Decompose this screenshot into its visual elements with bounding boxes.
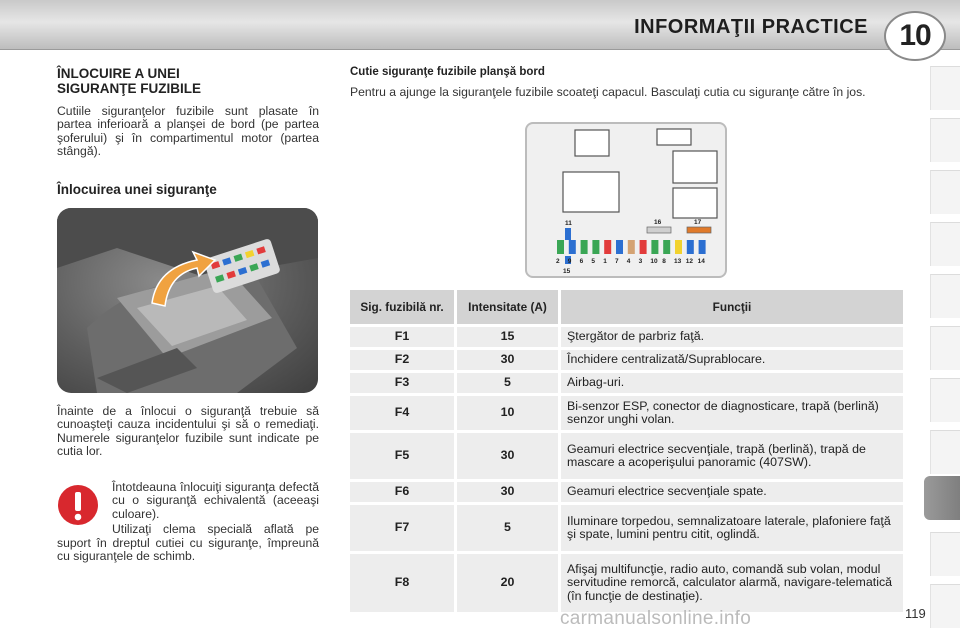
fuse-number-label: 4 <box>626 258 631 265</box>
table-row <box>350 327 903 347</box>
fusebox-schematic <box>527 124 725 276</box>
side-tab[interactable] <box>930 66 960 110</box>
table-row <box>350 482 903 502</box>
table-row <box>350 396 903 430</box>
fuse-number-label: 10 <box>650 258 658 265</box>
fuse-number-label: 2 <box>556 258 560 265</box>
fuse-slot <box>592 240 599 254</box>
table-header-row <box>350 290 903 324</box>
intro-paragraph: Cutiile siguranţelor fuzibile sunt plasate în partea inferioară a planşei de bord (pe partea şoferului) şi în compartimentul motor (partea stângă). <box>57 104 319 159</box>
fuse-slot <box>604 240 611 254</box>
fuse-amperage-cell: 5 <box>454 505 558 551</box>
table-row <box>350 505 903 551</box>
fuse-amperage-cell: 20 <box>454 554 558 612</box>
fuse-slot <box>651 240 658 254</box>
table-row <box>350 554 903 612</box>
section-title <box>57 66 319 96</box>
before-replacing-note <box>57 405 319 459</box>
fuse-number-label: 5 <box>591 258 596 265</box>
warning-text-1: Întotdeauna înlocuiţi siguranţa defectă cu o siguranţă echivalentă (aceeaşi culoare). <box>112 480 319 521</box>
chapter-badge <box>884 11 946 61</box>
fuse-slot <box>663 240 670 254</box>
side-tab[interactable] <box>930 532 960 576</box>
section-title-line-1: ÎNLOCUIRE A UNEI <box>57 66 180 81</box>
fuse-function-cell: Geamuri electrice secvenţiale, trapă (berlină), trapă de mascare a acoperişului panoramic (407SW). <box>558 433 903 479</box>
before-replacing-text: Înainte de a înlocui o siguranţă trebuie să cunoaşteţi cauza incidentului şi să o remediaţi. Numerele siguranţelor fuzibile sunt indicate pe cutia lor. <box>57 404 319 459</box>
fuse-number-cell: F7 <box>350 505 454 551</box>
fusebox-title: Cutie siguranţe fuzibile planşă bord <box>350 66 545 78</box>
fuse-number-label: 12 <box>685 258 694 265</box>
fuse-slot <box>616 240 623 254</box>
chapter-number: 10 <box>899 19 931 52</box>
side-tab[interactable] <box>930 326 960 370</box>
dashboard-illustration <box>57 208 318 393</box>
fuse-table <box>350 287 903 615</box>
chapter-title: INFORMAŢII PRACTICE <box>634 16 868 38</box>
fusebox-diagram <box>525 122 727 278</box>
column-header-function: Funcţii <box>558 290 903 324</box>
fusebox-instructions-text: Pentru a ajunge la siguranţele fuzibile scoateţi capacul. Basculaţi cutia cu siguranţe către în jos. <box>350 85 866 99</box>
fuse-function-cell: Bi-senzor ESP, conector de diagnosticare, trapă (berlină) senzor unghi volan. <box>558 396 903 430</box>
side-tab[interactable] <box>930 170 960 214</box>
fuse-function-cell: Afişaj multifuncţie, radio auto, comandă sub volan, modul servitudine remorcă, calculator alarmă, navigare-telematică (în funcţie de destinaţie). <box>558 554 903 612</box>
column-header-fuse: Sig. fuzibilă nr. <box>350 290 454 324</box>
fuse-label-top: 11 <box>565 220 572 227</box>
fuse-slot <box>687 240 694 254</box>
fuse-function-cell: Închidere centralizată/Suprablocare. <box>558 350 903 370</box>
fuse-slot <box>628 240 635 254</box>
side-tabs <box>930 66 960 626</box>
side-tab[interactable] <box>930 430 960 474</box>
fuse-function-cell: Iluminare torpedou, semnalizatoare laterale, plafoniere faţă şi spate, lumini pentru citit, oglindă. <box>558 505 903 551</box>
fuse-number-cell: F3 <box>350 373 454 393</box>
fuse-function-cell: Ştergător de parbriz faţă. <box>558 327 903 347</box>
side-tab[interactable] <box>930 584 960 628</box>
fuse-label-15: 15 <box>563 268 571 275</box>
fuse-number-label: 6 <box>579 258 584 265</box>
fuse-number-label: 8 <box>662 258 666 265</box>
side-tab-active[interactable] <box>924 476 960 520</box>
fuse-number-label: 1 <box>603 258 607 265</box>
subsection-title: Înlocuirea unei siguranţe <box>57 182 217 197</box>
page-header <box>0 0 960 50</box>
fuse-function-cell: Geamuri electrice secvenţiale spate. <box>558 482 903 502</box>
side-tab[interactable] <box>930 378 960 422</box>
column-header-amps: Intensitate (A) <box>454 290 558 324</box>
warning-text-2: Utilizaţi clema specială aflată pe suport în dreptul cutiei cu siguranţe, împreună cu siguranţele de schimb. <box>57 522 319 564</box>
fuse-slot <box>569 240 576 254</box>
fuse-number-cell: F4 <box>350 396 454 430</box>
fuse-slot <box>581 240 588 254</box>
fuse-number-cell: F2 <box>350 350 454 370</box>
fuse-table-body <box>350 327 903 612</box>
watermark: carmanualsonline.info <box>560 608 752 629</box>
fuse-number-labels <box>556 258 705 265</box>
fuse-amperage-cell: 15 <box>454 327 558 347</box>
fuse-amperage-cell: 30 <box>454 482 558 502</box>
table-row <box>350 373 903 393</box>
fuse-number-cell: F6 <box>350 482 454 502</box>
warning-block <box>57 481 319 563</box>
page-number: 119 <box>905 606 926 621</box>
fuse-slot <box>699 240 706 254</box>
fuse-number-label: 7 <box>615 258 619 265</box>
fuse-number-cell: F5 <box>350 433 454 479</box>
fuse-slot <box>675 240 682 254</box>
fuse-number-cell: F1 <box>350 327 454 347</box>
section-title-line-2: SIGURANŢE FUZIBILE <box>57 81 201 96</box>
fuse-amperage-cell: 30 <box>454 350 558 370</box>
fuse-number-label: 9 <box>567 258 572 265</box>
fuse-slot <box>557 240 564 254</box>
intro-block <box>57 66 319 159</box>
side-tab[interactable] <box>930 274 960 318</box>
fuse-function-cell: Airbag-uri. <box>558 373 903 393</box>
fuse-number-cell: F8 <box>350 554 454 612</box>
fuse-number-label: 3 <box>638 258 643 265</box>
table-row <box>350 433 903 479</box>
fuse-amperage-cell: 10 <box>454 396 558 430</box>
table-row <box>350 350 903 370</box>
dashboard-photo <box>57 208 318 393</box>
side-tab[interactable] <box>930 118 960 162</box>
side-tab[interactable] <box>930 222 960 266</box>
fuse-label-top: 16 <box>654 219 662 226</box>
fusebox-instructions <box>350 86 903 99</box>
fuse-number-label: 13 <box>674 258 682 265</box>
fuse-amperage-cell: 30 <box>454 433 558 479</box>
fuse-number-label: 14 <box>697 258 705 265</box>
fuse-amperage-cell: 5 <box>454 373 558 393</box>
fuse-slot <box>640 240 647 254</box>
fuse-label-top: 17 <box>694 219 702 226</box>
fuse-row <box>557 240 706 254</box>
